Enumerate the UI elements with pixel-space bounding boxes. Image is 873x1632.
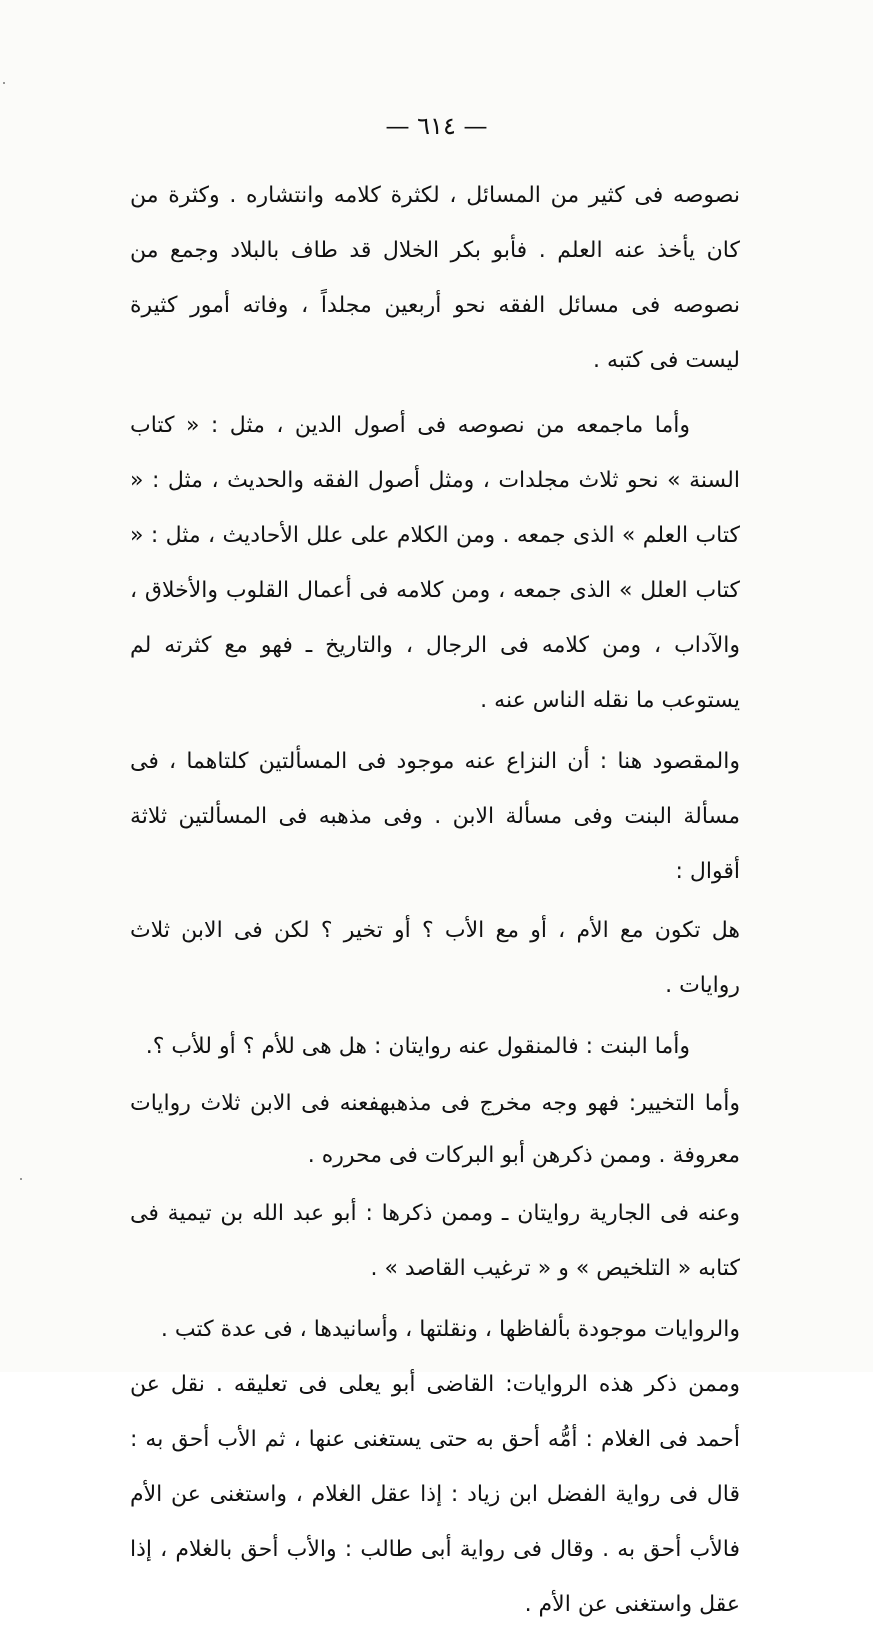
page-number: — ٦١٤ — [385, 112, 488, 140]
scan-speck [3, 82, 5, 84]
paragraph: وأما البنت : فالمنقول عنه روايتان : هل هى للأم ؟ أو للأب ؟. [145, 1034, 690, 1059]
body-text [130, 168, 740, 1632]
paragraph: وأما التخيير: فهو وجه مخرج فى مذهبهفعنه فى الابن ثلاث روايات معروفة . وممن ذكرهن أبو البركات فى محرره . [130, 1091, 740, 1168]
paragraph: وأما ماجمعه من نصوصه فى أصول الدين ، مثل : « كتاب السنة » نحو ثلاث مجلدات ، ومثل أصول الفقه والحديث ، مثل : « كتاب العلم » الذى جمعه . ومن الكلام على علل الأحاديث ، مثل : « كتاب العلل » الذى جمعه ، ومن كلامه فى أعمال القلوب والأخلاق ، والآداب ، ومن كلامه فى الرجال ، والتاريخ ـ فهو مع كثرته لم يستوعب ما نقله الناس عنه . [130, 413, 740, 713]
paragraph: وممن ذكر هذه الروايات: القاضى أبو يعلى فى تعليقه . نقل عن أحمد فى الغلام : أمُّه أحق به حتى يستغنى عنها ، ثم الأب أحق به : قال فى رواية الفضل ابن زياد : إذا عقل الغلام ، واستغنى عن الأم فالأب أحق به . وقال فى رواية أبى طالب : والأب أحق بالغلام ، إذا عقل واستغنى عن الأم . [130, 1372, 740, 1617]
paragraph: والمقصود هنا : أن النزاع عنه موجود فى المسألتين كلتاهما ، فى مسألة البنت وفى مسألة الابن . وفى مذهبه فى المسألتين ثلاثة أقوال : [130, 749, 740, 884]
paragraph: والروايات موجودة بألفاظها ، ونقلتها ، وأسانيدها ، فى عدة كتب . [160, 1317, 740, 1342]
scan-speck [20, 1178, 22, 1180]
paragraph: هل تكون مع الأم ، أو مع الأب ؟ أو تخير ؟ لكن فى الابن ثلاث روايات . [130, 918, 740, 998]
paragraph: نصوصه فى كثير من المسائل ، لكثرة كلامه وانتشاره . وكثرة من كان يأخذ عنه العلم . فأبو بكر الخلال قد طاف بالبلاد وجمع من نصوصه فى مسائل الفقه نحو أربعين مجلداً ، وفاته أمور كثيرة ليست فى كتبه . [130, 183, 740, 373]
paragraph: وعنه فى الجارية روايتان ـ وممن ذكرها : أبو عبد الله بن تيمية فى كتابه « التلخيص » و « ترغيب القاصد » . [130, 1201, 740, 1281]
